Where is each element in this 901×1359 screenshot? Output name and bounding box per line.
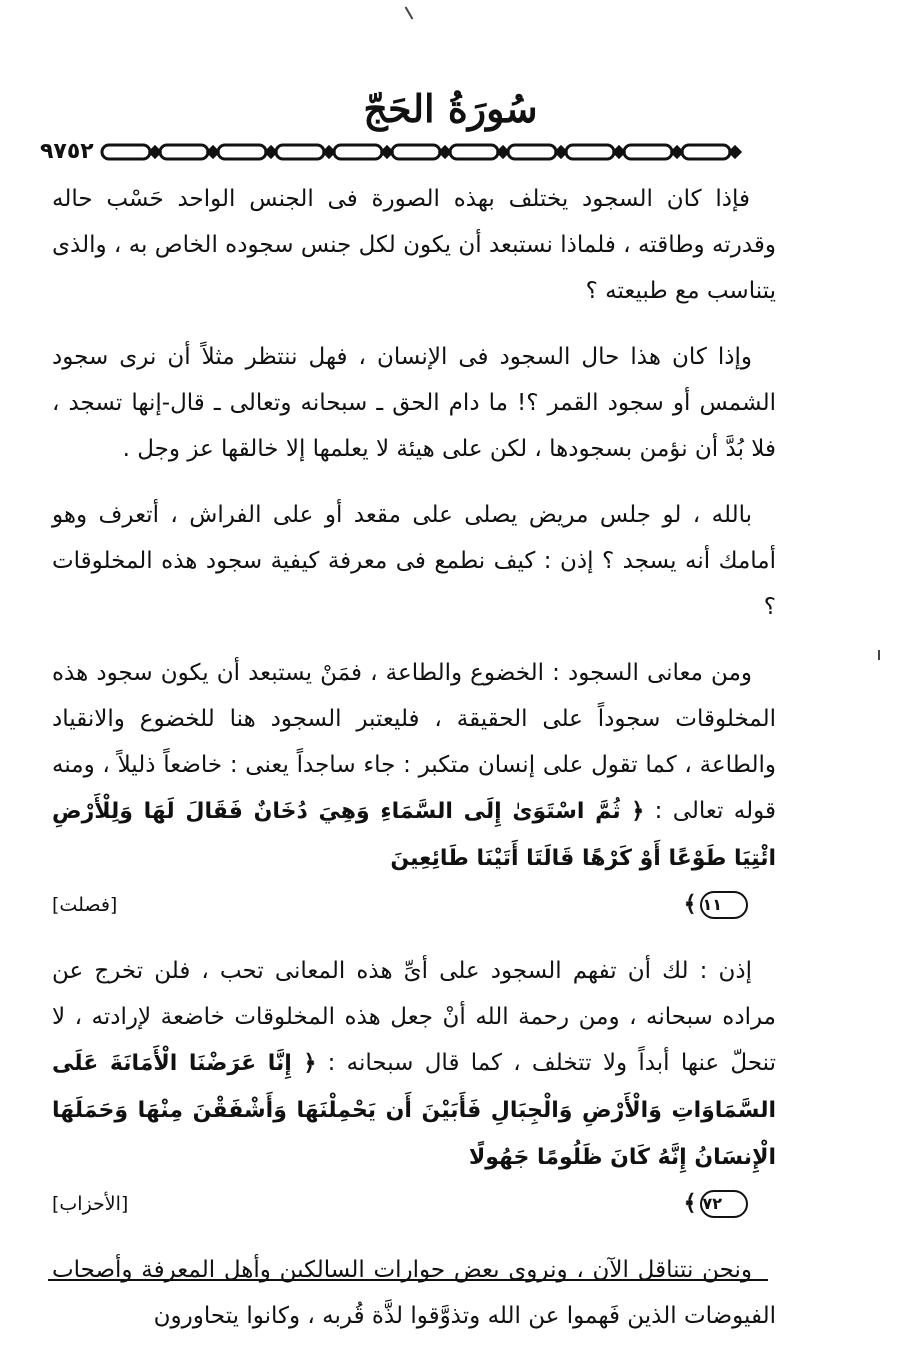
header-ornament-border (36, 138, 806, 166)
paragraph: بالله ، لو جلس مريض يصلى على مقعد أو على الفراش ، أتعرف وهو أمامك أنه يسجد ؟ إذن : كيف نطمع فى معرفة كيفية سجود هذه المخلوقات ؟ (52, 502, 776, 620)
chain-link (508, 145, 556, 159)
page-number: ٩٧٥٢ (40, 139, 94, 164)
ayah-number-badge: ٧٢ (700, 1190, 748, 1218)
verse-end (684, 882, 776, 928)
quran-verse: ﴿ إِنَّا عَرَضْنَا الْأَمَانَةَ عَلَى السَّمَاوَاتِ وَالْأَرْضِ وَالْجِبَالِ فَأَبَيْنَ أَن يَحْمِلْنَهَا وَأَشْفَقْنَ مِنْهَا وَحَمَلَهَا الْإِنسَانُ إِنَّهُ كَانَ ظَلُومًا جَهُولًا (52, 1051, 776, 1170)
surah-reference: [فصلت] (52, 894, 118, 916)
page-body (52, 176, 776, 1359)
chain-link (102, 145, 150, 159)
chain-link (276, 145, 324, 159)
footer-divider (48, 1279, 768, 1281)
paragraph: ونحن نتناقل الآن ، ونروى بعض حوارات السالكين وأهل المعرفة وأصحاب الفيوضات الذين فَهموا عن الله وتذوَّقوا لذَّة قُربه ، وكانوا يتحاورون (52, 1257, 776, 1329)
paragraph: فإذا كان السجود يختلف بهذه الصورة فى الجنس الواحد حَسْب حاله وقدرته وطاقته ، فلماذا نستبعد أن يكون لكل جنس سجوده الخاص به ، والذى يتناسب مع طبيعته ؟ (52, 186, 776, 304)
ornament-chain-icon (98, 138, 788, 166)
chain-link (218, 145, 266, 159)
verse-close-bracket: ﴾ (683, 892, 697, 917)
chain-link (624, 145, 672, 159)
quran-verse: ﴿ ثُمَّ اسْتَوَىٰ إِلَى السَّمَاءِ وَهِيَ دُخَانٌ فَقَالَ لَهَا وَلِلْأَرْضِ ائْتِيَا طَوْعًا أَوْ كَرْهًا قَالَتَا أَتَيْنَا طَائِعِينَ (52, 799, 776, 871)
paragraph-with-verse (52, 948, 776, 1227)
ayah-number-badge: ١١ (700, 891, 748, 919)
paragraph-text: إذن : لك أن تفهم السجود على أىِّ هذه المعانى تحب ، فلن تخرج عن مراده سبحانه ، ومن رحمة الله أنْ جعل هذه المخلوقات خاضعة لإرادته ، لا تنحلّ عنها أبداً ولا تتخلف ، كما قال سبحانه : (52, 958, 777, 1076)
chain-diamond (730, 147, 740, 157)
chain-link (450, 145, 498, 159)
chain-link (682, 145, 730, 159)
scan-mark (878, 650, 880, 660)
paragraph-text: ومن معانى السجود : الخضوع والطاعة ، فمَنْ يستبعد أن يكون سجود هذه المخلوقات سجوداً على الحقيقة ، فليعتبر السجود هنا للخضوع والانقياد والطاعة ، كما تقول على إنسان متكبر : جاء ساجداً يعنى : خاضعاً ذليلاً ، ومنه قوله تعالى : (52, 660, 777, 824)
scan-mark (405, 6, 414, 19)
surah-reference: [الأحزاب] (52, 1193, 129, 1215)
chain-link (334, 145, 382, 159)
verse-close-bracket: ﴾ (683, 1191, 697, 1216)
paragraph-with-verse (52, 650, 776, 928)
paragraph: وإذا كان هذا حال السجود فى الإنسان ، فهل ننتظر مثلاً أن نرى سجود الشمس أو سجود القمر ؟! ما دام الحق ـ سبحانه وتعالى ـ قال-إنها تسجد ، فلا بُدَّ أن نؤمن بسجودها ، لكن على هيئة لا يعلمها إلا خالقها عز وجل . (52, 344, 776, 462)
verse-reference-line (52, 882, 776, 928)
verse-reference-line (52, 1181, 776, 1227)
chain-link (392, 145, 440, 159)
surah-title: سُورَةُ الحَجّ (363, 86, 538, 131)
verse-end (684, 1181, 776, 1227)
chain-link (160, 145, 208, 159)
chain-link (566, 145, 614, 159)
